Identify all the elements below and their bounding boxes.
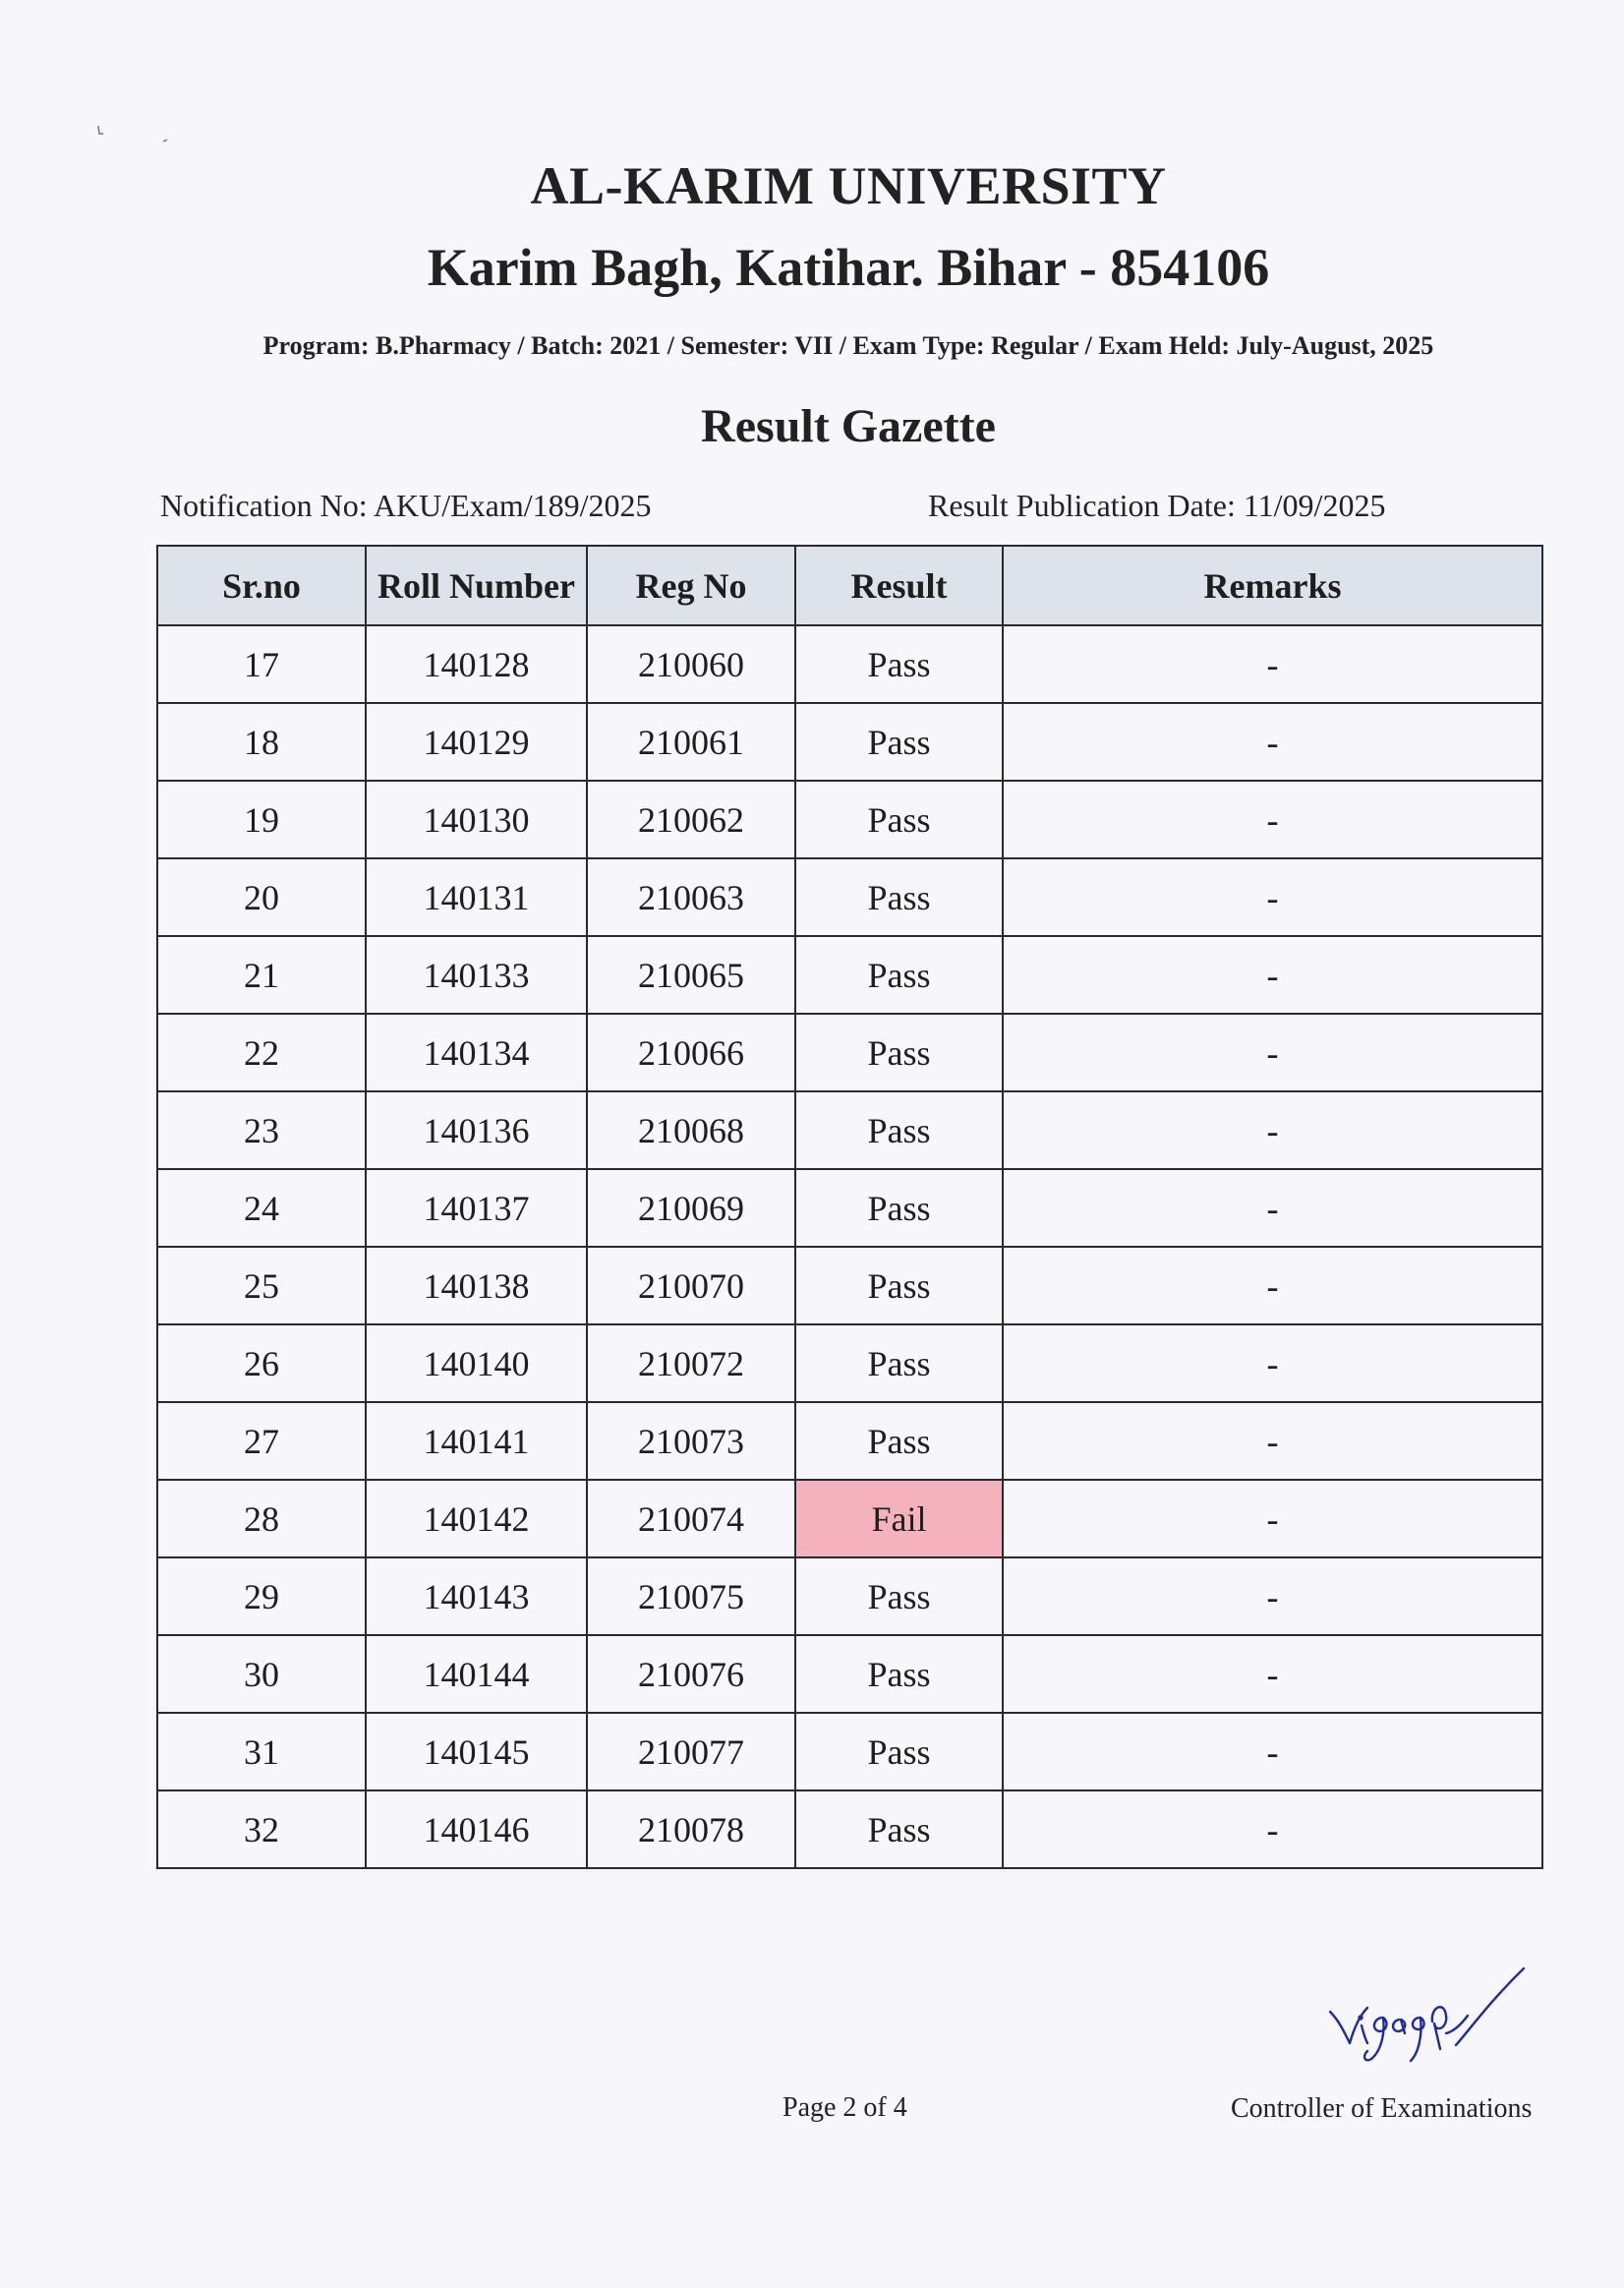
- result-cell: Pass: [795, 1635, 1003, 1713]
- sr-no-cell: 17: [157, 625, 366, 703]
- result-cell: Pass: [795, 1247, 1003, 1324]
- university-name: AL-KARIM UNIVERSITY: [530, 156, 1167, 215]
- scan-speck-icon: [96, 122, 175, 151]
- sr-no-cell: 18: [157, 703, 366, 781]
- remarks-cell: -: [1003, 703, 1542, 781]
- roll-number-cell: 140142: [366, 1480, 587, 1557]
- sr-no-cell: 23: [157, 1091, 366, 1169]
- table-body: [157, 625, 1542, 1868]
- sr-no-cell: 31: [157, 1713, 366, 1790]
- reg-no-cell: 210063: [587, 858, 795, 936]
- column-header-result: Result: [795, 546, 1003, 625]
- roll-number-cell: 140133: [366, 936, 587, 1014]
- table-header-row: [157, 546, 1542, 625]
- table-row: [157, 1324, 1542, 1402]
- table-row: [157, 858, 1542, 936]
- roll-number-cell: 140138: [366, 1247, 587, 1324]
- result-cell: Pass: [795, 1557, 1003, 1635]
- remarks-cell: -: [1003, 936, 1542, 1014]
- remarks-cell: -: [1003, 781, 1542, 858]
- roll-number-cell: 140146: [366, 1790, 587, 1868]
- roll-number-cell: 140134: [366, 1014, 587, 1091]
- reg-no-cell: 210072: [587, 1324, 795, 1402]
- notification-number: Notification No: AKU/Exam/189/2025: [160, 488, 652, 523]
- remarks-cell: -: [1003, 1324, 1542, 1402]
- reg-no-cell: 210070: [587, 1247, 795, 1324]
- sr-no-cell: 22: [157, 1014, 366, 1091]
- sr-no-cell: 24: [157, 1169, 366, 1247]
- column-header-remarks: Remarks: [1003, 546, 1542, 625]
- table-row: [157, 1091, 1542, 1169]
- roll-number-cell: 140136: [366, 1091, 587, 1169]
- result-cell: Pass: [795, 936, 1003, 1014]
- reg-no-cell: 210066: [587, 1014, 795, 1091]
- result-cell: Pass: [795, 781, 1003, 858]
- sr-no-cell: 29: [157, 1557, 366, 1635]
- result-cell: Pass: [795, 1402, 1003, 1480]
- reg-no-cell: 210077: [587, 1713, 795, 1790]
- university-address: Karim Bagh, Katihar. Bihar - 854106: [427, 238, 1270, 297]
- roll-number-cell: 140140: [366, 1324, 587, 1402]
- table-row: [157, 1480, 1542, 1557]
- sr-no-cell: 28: [157, 1480, 366, 1557]
- table-row: [157, 1169, 1542, 1247]
- sr-no-cell: 20: [157, 858, 366, 936]
- result-cell: Pass: [795, 1014, 1003, 1091]
- reg-no-cell: 210073: [587, 1402, 795, 1480]
- table-row: [157, 936, 1542, 1014]
- result-cell: Pass: [795, 1091, 1003, 1169]
- roll-number-cell: 140143: [366, 1557, 587, 1635]
- reg-no-cell: 210069: [587, 1169, 795, 1247]
- table-row: [157, 1402, 1542, 1480]
- result-cell: Pass: [795, 1713, 1003, 1790]
- reg-no-cell: 210075: [587, 1557, 795, 1635]
- result-cell: Fail: [795, 1480, 1003, 1557]
- reg-no-cell: 210062: [587, 781, 795, 858]
- column-header-sr-no: Sr.no: [157, 546, 366, 625]
- roll-number-cell: 140131: [366, 858, 587, 936]
- column-header-reg-no: Reg No: [587, 546, 795, 625]
- program-details: Program: B.Pharmacy / Batch: 2021 / Semester: VII / Exam Type: Regular / Exam Held: July-August, 2025: [262, 331, 1434, 360]
- table-row: [157, 1014, 1542, 1091]
- roll-number-cell: 140129: [366, 703, 587, 781]
- table-row: [157, 1790, 1542, 1868]
- table-row: [157, 1247, 1542, 1324]
- sr-no-cell: 27: [157, 1402, 366, 1480]
- table-row: [157, 1557, 1542, 1635]
- sr-no-cell: 19: [157, 781, 366, 858]
- result-cell: Pass: [795, 703, 1003, 781]
- result-cell: Pass: [795, 858, 1003, 936]
- sr-no-cell: 30: [157, 1635, 366, 1713]
- table-row: [157, 625, 1542, 703]
- result-table: [156, 545, 1543, 1869]
- table-row: [157, 1713, 1542, 1790]
- roll-number-cell: 140145: [366, 1713, 587, 1790]
- reg-no-cell: 210078: [587, 1790, 795, 1868]
- gazette-title: Result Gazette: [701, 400, 996, 452]
- sr-no-cell: 32: [157, 1790, 366, 1868]
- remarks-cell: -: [1003, 1790, 1542, 1868]
- remarks-cell: -: [1003, 858, 1542, 936]
- remarks-cell: -: [1003, 1635, 1542, 1713]
- remarks-cell: -: [1003, 625, 1542, 703]
- roll-number-cell: 140144: [366, 1635, 587, 1713]
- remarks-cell: -: [1003, 1169, 1542, 1247]
- reg-no-cell: 210065: [587, 936, 795, 1014]
- table-row: [157, 781, 1542, 858]
- result-cell: Pass: [795, 625, 1003, 703]
- controller-of-examinations: Controller of Examinations: [1231, 2093, 1533, 2124]
- remarks-cell: -: [1003, 1557, 1542, 1635]
- reg-no-cell: 210061: [587, 703, 795, 781]
- sr-no-cell: 21: [157, 936, 366, 1014]
- page-number: Page 2 of 4: [783, 2092, 907, 2123]
- remarks-cell: -: [1003, 1247, 1542, 1324]
- remarks-cell: -: [1003, 1014, 1542, 1091]
- result-cell: Pass: [795, 1790, 1003, 1868]
- remarks-cell: -: [1003, 1480, 1542, 1557]
- result-cell: Pass: [795, 1169, 1003, 1247]
- remarks-cell: -: [1003, 1713, 1542, 1790]
- result-cell: Pass: [795, 1324, 1003, 1402]
- roll-number-cell: 140137: [366, 1169, 587, 1247]
- sr-no-cell: 26: [157, 1324, 366, 1402]
- reg-no-cell: 210074: [587, 1480, 795, 1557]
- table-row: [157, 1635, 1542, 1713]
- reg-no-cell: 210068: [587, 1091, 795, 1169]
- reg-no-cell: 210076: [587, 1635, 795, 1713]
- signature-icon: [1322, 1961, 1538, 2098]
- table-row: [157, 703, 1542, 781]
- roll-number-cell: 140130: [366, 781, 587, 858]
- roll-number-cell: 140128: [366, 625, 587, 703]
- publication-date: Result Publication Date: 11/09/2025: [928, 488, 1386, 523]
- sr-no-cell: 25: [157, 1247, 366, 1324]
- remarks-cell: -: [1003, 1091, 1542, 1169]
- column-header-roll-number: Roll Number: [366, 546, 587, 625]
- remarks-cell: -: [1003, 1402, 1542, 1480]
- roll-number-cell: 140141: [366, 1402, 587, 1480]
- reg-no-cell: 210060: [587, 625, 795, 703]
